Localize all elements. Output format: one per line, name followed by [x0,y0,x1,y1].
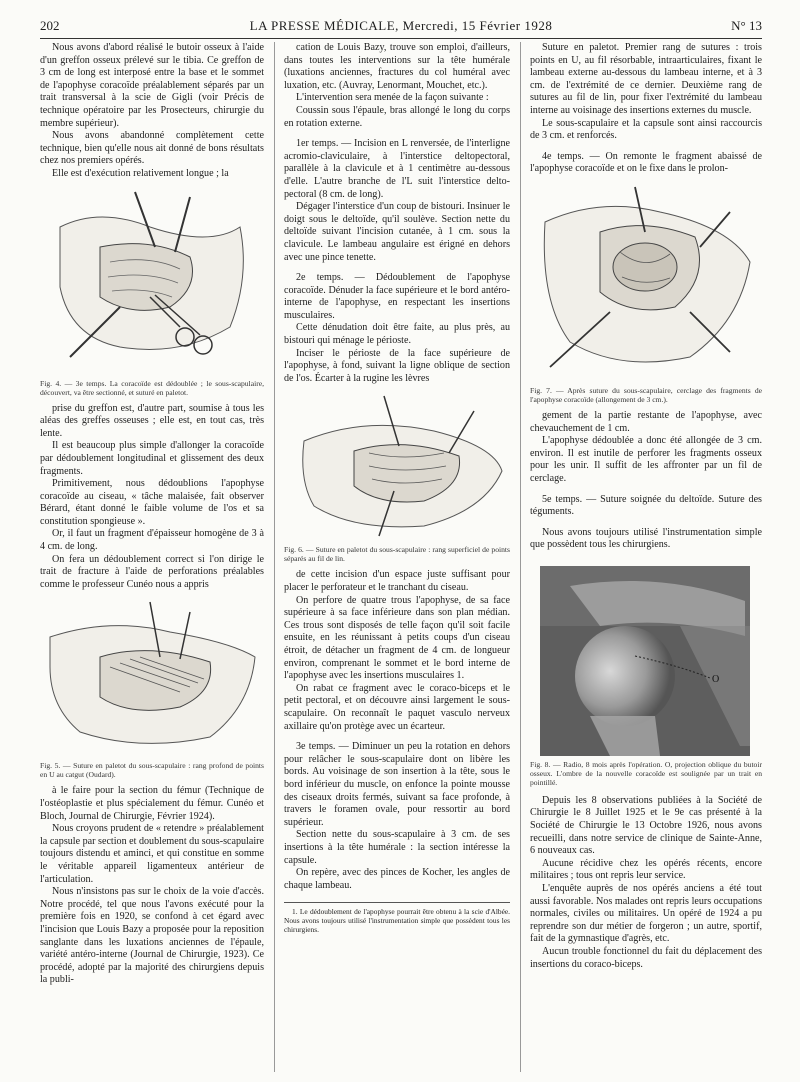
paragraph: Le sous-scapulaire et la capsule sont ainsi raccourcis de 3 cm. et renforcés. [530,117,762,142]
column-divider [274,42,275,1072]
surgical-illustration-fig7 [530,182,762,382]
column-1 [40,42,264,987]
page-number: 202 [40,18,60,33]
paragraph: 4e temps. — On remonte le fragment abaissé de l'apophyse coracoïde et on le fixe dans le prolon- [530,150,762,175]
paragraph: On fera un dédoublement correct si l'on dirige le trait de fracture à l'aide de perforations préalables comme le professeur Cunéo nous a appris [40,553,264,590]
figure-5 [40,597,264,757]
figure-4 [40,187,264,375]
column-3 [530,42,762,971]
paragraph: Elle est d'exécution relativement longue ; la [52,167,229,179]
paragraph: Dégager l'interstice d'un coup de bistouri. Insinuer le doigt sous le deltoïde, qu'il soulève. Section nette du deltoïde suivant l'incision cutanée, à 1 cm. sous la clavicule. Le lambeau angulaire est érigné en dehors avec une pince tenette. [284,201,510,263]
surgical-illustration-fig4 [40,187,264,375]
paragraph: Aucun trouble fonctionnel du fait du déplacement des insertions du coraco-biceps. [530,946,762,970]
paragraph: gement de la partie restante de l'apophyse, avec chevauchement de 1 cm. [530,409,762,434]
paragraph: Suture en paletot. Premier rang de sutures : trois points en U, au fil résorbable, intraarticulaires, fixant le lambeau externe au-dessous du lambeau interne, et à 3 cm. de l'extrémité de ce dernier. Deuxième rang de sutures au fil de lin, pour fixer l'extrémité du lambeau interne au voisinage des insertions externes du muscle. [530,42,762,116]
paragraph: 2e temps. — Dédoublement de l'apophyse coracoïde. Dénuder la face supérieure et le bord antéro-interne de l'apophyse, en respectant les insertions musculaires. [284,272,510,321]
paragraph: Coussin sous l'épaule, bras allongé le long du corps en rotation externe. [284,104,510,129]
figure-caption: Fig. 8. — Radio, 8 mois après l'opération. O, projection oblique du butoir osseux. L'ombre de la nouvelle coracoïde est soulignée par un trait en pointillé. [530,759,762,787]
paragraph: à le faire pour la section du fémur (Technique de l'ostéoplastie et plus spécialement du fémur. Cunéo et Bloch, Journal de Chirurgie, Février 1924). [40,785,264,822]
x-ray-image-fig8 [540,566,750,756]
x-ray-marker-label: O [712,673,720,685]
paragraph: L'intervention sera menée de la façon suivante : [296,92,489,104]
paragraph: 1er temps. — Incision en L renversée, de l'interligne acromio-claviculaire, à l'interstice deltopectoral, parallèle à la clavicule et à 1 centimètre au-dessous d'elle. L'autre branche de l'L suit l'interstice delto-pectoral (8 cm. de long). [284,138,510,200]
figure-caption: Fig. 6. — Suture en paletot du sous-scapulaire : rang superficiel de points séparés au fil de lin. [284,545,510,564]
paragraph: Aucune récidive chez les opérés récents, encore militaires ; tous ont repris leur service. [530,857,762,882]
paragraph: Nous croyons prudent de « retendre » préalablement la capsule par section et doublement du sous-scapulaire toujours distendu et aminci, et qui constitue en somme le véritable appareil ligamenteux antérieur de l'articulation. [40,823,264,885]
paragraph: Nous avons toujours utilisé l'instrumentation simple que possèdent tous les chirurgiens. [530,526,762,551]
paragraph: Primitivement, nous dédoublions l'apophyse coracoïde au ciseau, « tâche malaisée, fait observer Bérard, étant donné le faible volume de l'os et sa constitution spongieuse ». [40,478,264,527]
paragraph: Cette dénudation doit être faite, au plus près, au bistouri qui ménage le périoste. [284,322,510,347]
paragraph: Nous avons d'abord réalisé le butoir osseux à l'aide d'un greffon osseux prélevé sur le tibia. Ce greffon de 3 cm de long est interposé entre la base et le sommet de l'apophyse coracoïde préalablement séparés par un trait transversal à la scie de Gigli (voir Précis de technique opératoire par les Prosecteurs, chirurgie du membre supérieur). [40,42,264,129]
issue-number: N° 13 [731,18,762,33]
figure-7 [530,182,762,382]
figure-6 [284,391,510,541]
page-header [40,18,762,39]
figure-caption: Fig. 4. — 3e temps. La coracoïde est dédoublée ; le sous-scapulaire, découvert, va être sectionné, et suturé en paletot. [40,378,264,397]
paragraph: L'enquête auprès de nos opérés anciens a été tout aussi favorable. Nos malades ont repris leurs occupations normales, civiles ou militaires. Un opéré de 1924 a pu reprendre son dur métier de forgeron ; un autre, sportif, fait de la gymnastique d'agrès, etc. [530,883,762,945]
paragraph: Section nette du sous-scapulaire à 3 cm. de ses insertions à la tête humérale : la section intéresse la capsule. [284,829,510,866]
paragraph: Inciser le périoste de la face supérieure de l'apophyse, à fond, suivant la ligne oblique de section de l'os. Écarter à la rugine les lèvres [284,347,510,384]
paragraph: On repère, avec des pinces de Kocher, les angles de chaque lambeau. [284,867,510,891]
footnote: 1. Le dédoublement de l'apophyse pourrait être obtenu à la scie d'Albée. Nous avons toujours utilisé l'instrumentation simple que possèdent tous les chirurgiens. [284,902,510,934]
journal-title: LA PRESSE MÉDICALE, Mercredi, 15 Février 1928 [249,18,553,33]
figure-8 [530,566,762,756]
column-divider [520,42,521,1072]
paragraph: Il est beaucoup plus simple d'allonger la coracoïde par dédoublement longitudinal et glissement des deux fragments. [40,440,264,477]
paragraph: On perfore de quatre trous l'apophyse, de sa face supérieure à sa face inférieure dans son plan médian. Ces trous sont disposés de telle façon qu'il soit facile ensuite, en les réunissant à petits coups d'un ciseau étroit, de détacher un fragment de 4 cm. de longueur environ, comprenant le sommet et le bord interne de l'apophyse avec les insertions musculaires 1. [284,594,510,682]
paragraph: Or, il faut un fragment d'épaisseur homogène de 3 à 4 cm. de long. [40,528,264,553]
paragraph: 5e temps. — Suture soignée du deltoïde. Suture des téguments. [530,493,762,518]
paragraph: Depuis les 8 observations publiées à la Société de Chirurgie le 8 Juillet 1925 et le 9e cas présenté à la Société de Chirurgie le 13 Octobre 1926, nous avons recueilli, dans notre service de clinique de Sainte-Anne, 6 nouveaux cas. [530,794,762,857]
paragraph: L'apophyse dédoublée a donc été allongée de 3 cm. environ. Il est inutile de perforer les fragments osseux pour les unir. Il suffit de les affronter par un fil de cerclage. [530,435,762,484]
paragraph: Nous avons abandonné complètement cette technique, bien qu'elle nous ait donné de bons résultats chez nos premiers opérés. [40,130,264,167]
column-2 [284,42,510,934]
figure-caption: Fig. 7. — Après suture du sous-scapulaire, cerclage des fragments de l'apophyse coracoïde (allongement de 3 cm.). [530,385,762,404]
surgical-illustration-fig5 [40,597,264,757]
paragraph: de cette incision d'un espace juste suffisant pour placer le perforateur et le tranchant du ciseau. [284,569,510,594]
paragraph: Nous n'insistons pas sur le choix de la voie d'accès. Notre procédé, tel que nous l'avons exécuté pour la première fois en 1920, se confond à cet égard avec l'incision que Louis Bazy a proposée pour la reposition sanglante dans les luxations anciennes de l'épaule, variété antéro-interne (Journal de Chirurgie, 1923). Ce procédé, adopté par la majorité des chirurgiens depuis la publi- [40,886,264,986]
surgical-illustration-fig6 [284,391,510,541]
figure-caption: Fig. 5. — Suture en paletot du sous-scapulaire : rang profond de points en U au catgut (Oudard). [40,761,264,780]
paragraph: prise du greffon est, d'autre part, soumise à tous les aléas des greffes osseuses ; elle est, en tout cas, très lente. [40,402,264,439]
paragraph: 3e temps. — Diminuer un peu la rotation en dehors pour relâcher le sous-scapulaire dont on libère les bords. Au voisinage de son insertion à la tête, sous le bord inférieur du muscle, on enfonce la pointe mousse des ciseaux droits fermés, suivant sa face profonde, à travers le foramen ovale, pour ressortir au bord supérieur. [284,741,510,828]
paragraph: cation de Louis Bazy, trouve son emploi, d'ailleurs, dans toutes les interventions sur la tête humérale (luxations anciennes, fractures du col huméral avec luxation, etc. (Auvray, Lenormant, Mouchet, etc.). [284,42,510,91]
paragraph: On rabat ce fragment avec le coraco-biceps et le petit pectoral, et on découvre ainsi largement le sous-scapulaire. On reconnaît le paquet vasculo nerveux axillaire qu'on protège avec un écarteur. [284,682,510,732]
